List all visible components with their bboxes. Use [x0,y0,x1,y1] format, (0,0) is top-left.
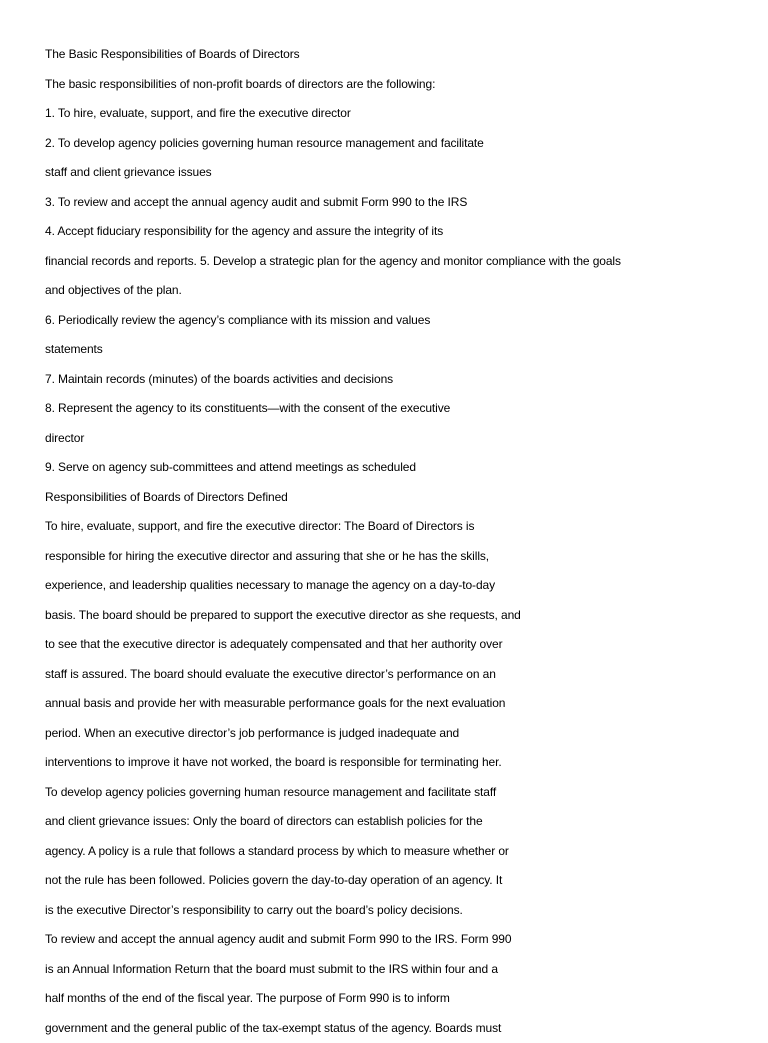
list-item-5-continued: and objectives of the plan. [45,276,745,306]
body-line: and client grievance issues: Only the board of directors can establish policies for the [45,807,745,837]
list-item-8: 8. Represent the agency to its constituents—with the consent of the executive [45,394,745,424]
body-line: is the executive Director’s responsibility to carry out the board’s policy decisions. [45,896,745,926]
list-item-6: 6. Periodically review the agency’s compliance with its mission and values [45,306,745,336]
document-title: The Basic Responsibilities of Boards of Directors [45,40,745,70]
body-line: half months of the end of the fiscal year. The purpose of Form 990 is to inform [45,984,745,1014]
body-line: To hire, evaluate, support, and fire the executive director: The Board of Directors is [45,512,745,542]
body-line: basis. The board should be prepared to support the executive director as she requests, and [45,601,745,631]
list-item-4: 4. Accept fiduciary responsibility for the agency and assure the integrity of its [45,217,745,247]
list-item-7: 7. Maintain records (minutes) of the boards activities and decisions [45,365,745,395]
body-line: staff is assured. The board should evaluate the executive director’s performance on an [45,660,745,690]
body-line: interventions to improve it have not worked, the board is responsible for terminating her. [45,748,745,778]
body-line: period. When an executive director’s job performance is judged inadequate and [45,719,745,749]
body-line: agency. A policy is a rule that follows a standard process by which to measure whether or [45,837,745,867]
list-item-4-continued: financial records and reports. 5. Develop a strategic plan for the agency and monitor compliance with the goals [45,247,745,277]
body-line: responsible for hiring the executive director and assuring that she or he has the skills, [45,542,745,572]
document-page [45,40,745,1043]
body-line: not the rule has been followed. Policies govern the day-to-day operation of an agency. It [45,866,745,896]
intro-line: The basic responsibilities of non-profit boards of directors are the following: [45,70,745,100]
list-item-3: 3. To review and accept the annual agency audit and submit Form 990 to the IRS [45,188,745,218]
list-item-6-continued: statements [45,335,745,365]
body-line: To develop agency policies governing human resource management and facilitate staff [45,778,745,808]
body-line: is an Annual Information Return that the board must submit to the IRS within four and a [45,955,745,985]
list-item-2-continued: staff and client grievance issues [45,158,745,188]
body-line-cut-off: government and the general public of the tax-exempt status of the agency. Boards must [45,1014,745,1043]
body-line: experience, and leadership qualities necessary to manage the agency on a day-to-day [45,571,745,601]
section-heading: Responsibilities of Boards of Directors Defined [45,483,745,513]
list-item-1: 1. To hire, evaluate, support, and fire the executive director [45,99,745,129]
list-item-9: 9. Serve on agency sub-committees and attend meetings as scheduled [45,453,745,483]
list-item-8-continued: director [45,424,745,454]
body-line: annual basis and provide her with measurable performance goals for the next evaluation [45,689,745,719]
body-line: To review and accept the annual agency audit and submit Form 990 to the IRS. Form 990 [45,925,745,955]
body-line: to see that the executive director is adequately compensated and that her authority over [45,630,745,660]
list-item-2: 2. To develop agency policies governing human resource management and facilitate [45,129,745,159]
